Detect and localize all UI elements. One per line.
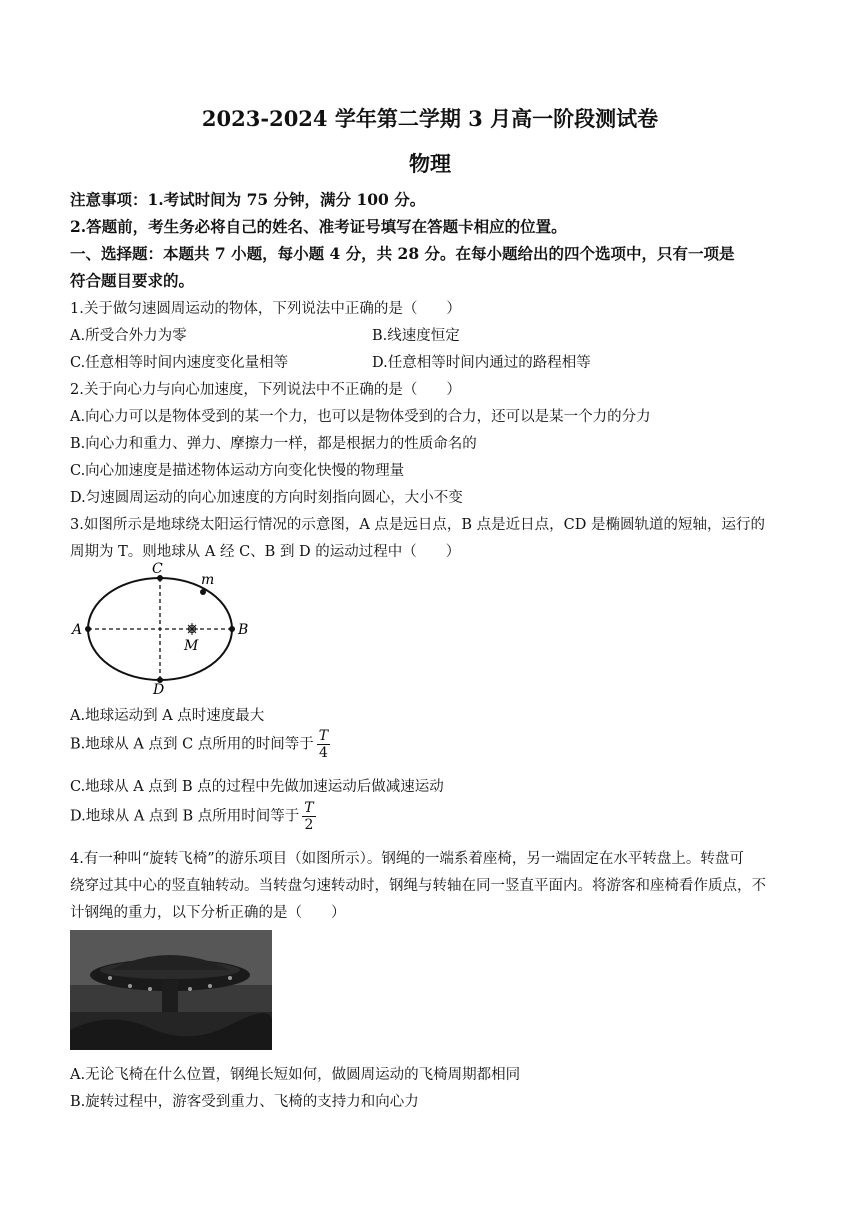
section-heading-line-1: 一、选择题：本题共 7 小题，每小题 4 分，共 28 分。在每小题给出的四个选项中，只有一项是	[70, 244, 735, 263]
label-a: A	[72, 622, 83, 638]
q3-option-d-row	[70, 800, 316, 833]
section-heading-line-2: 符合题目要求的。	[70, 271, 195, 290]
label-m: m	[201, 572, 215, 588]
q4-stem-line-3: 计钢绳的重力，以下分析正确的是（ ）	[70, 905, 346, 921]
q4-option-b: B.旋转过程中，游客受到重力、飞椅的支持力和向心力	[70, 1094, 419, 1110]
q3-option-b-row	[70, 728, 330, 761]
orbit-diagram	[70, 562, 260, 697]
subject-title: 物理	[409, 151, 451, 176]
swing-ride-photo	[70, 930, 272, 1050]
q4-stem-line-1: 4.有一种叫“旋转飞椅”的游乐项目（如图所示）。钢绳的一端系着座椅，另一端固定在水平转盘上。转盘可	[70, 851, 744, 867]
notes-line-2: 2.答题前，考生务必将自己的姓名、准考证号填写在答题卡相应的位置。	[70, 217, 567, 236]
q1-option-b: B.线速度恒定	[372, 328, 460, 344]
q3-option-d: D.地球从 A 点到 B 点所用时间等于	[70, 808, 300, 825]
fraction-t-over-2: $\frac{T}{2}$	[304, 800, 314, 833]
q1-option-d: D.任意相等时间内通过的路程相等	[372, 355, 591, 371]
q2-option-d: D.匀速圆周运动的向心加速度的方向时刻指向圆心，大小不变	[70, 490, 463, 506]
q2-option-c: C.向心加速度是描述物体运动方向变化快慢的物理量	[70, 463, 405, 479]
q4-option-a: A.无论飞椅在什么位置，钢绳长短如何，做圆周运动的飞椅周期都相同	[70, 1067, 521, 1083]
label-b: B	[238, 622, 249, 638]
q1-option-a: A.所受合外力为零	[70, 328, 187, 344]
fraction-t-over-4: $\frac{T}{4}$	[318, 728, 329, 761]
sun-icon	[186, 623, 198, 635]
q3-option-b: B.地球从 A 点到 C 点所用的时间等于	[70, 736, 314, 753]
exam-title: 2023-2024 学年第二学期 3 月高一阶段测试卷	[201, 106, 659, 131]
earth-point	[200, 589, 206, 595]
q2-option-b: B.向心力和重力、弹力、摩擦力一样，都是根据力的性质命名的	[70, 436, 477, 452]
label-sun: M	[184, 638, 199, 654]
q1-option-c: C.任意相等时间内速度变化量相等	[70, 355, 289, 371]
q3-option-c: C.地球从 A 点到 B 点的过程中先做加速运动后做减速运动	[70, 779, 444, 795]
q3-stem-line-1: 3.如图所示是地球绕太阳运行情况的示意图，A 点是远日点，B 点是近日点，CD 是椭圆轨道的短轴，运行的	[70, 517, 766, 533]
label-c: C	[152, 562, 163, 577]
point-a	[85, 626, 91, 632]
q2-option-a: A.向心力可以是物体受到的某一个力，也可以是物体受到的合力，还可以是某一个力的分力	[70, 409, 651, 425]
q1-stem: 1.关于做匀速圆周运动的物体，下列说法中正确的是（ ）	[70, 301, 461, 317]
q3-stem-line-2: 周期为 T。则地球从 A 经 C、B 到 D 的运动过程中（ ）	[70, 544, 461, 560]
q3-option-a: A.地球运动到 A 点时速度最大	[70, 708, 265, 724]
q2-stem: 2.关于向心力与向心加速度，下列说法中不正确的是（ ）	[70, 382, 461, 398]
notes-line-1: 注意事项：1.考试时间为 75 分钟，满分 100 分。	[70, 190, 426, 209]
label-d: D	[153, 682, 165, 697]
point-b	[229, 626, 235, 632]
q4-stem-line-2: 绕穿过其中心的竖直轴转动。当转盘匀速转动时，钢绳与转轴在同一竖直平面内。将游客和座椅看作质点，不	[70, 878, 766, 894]
